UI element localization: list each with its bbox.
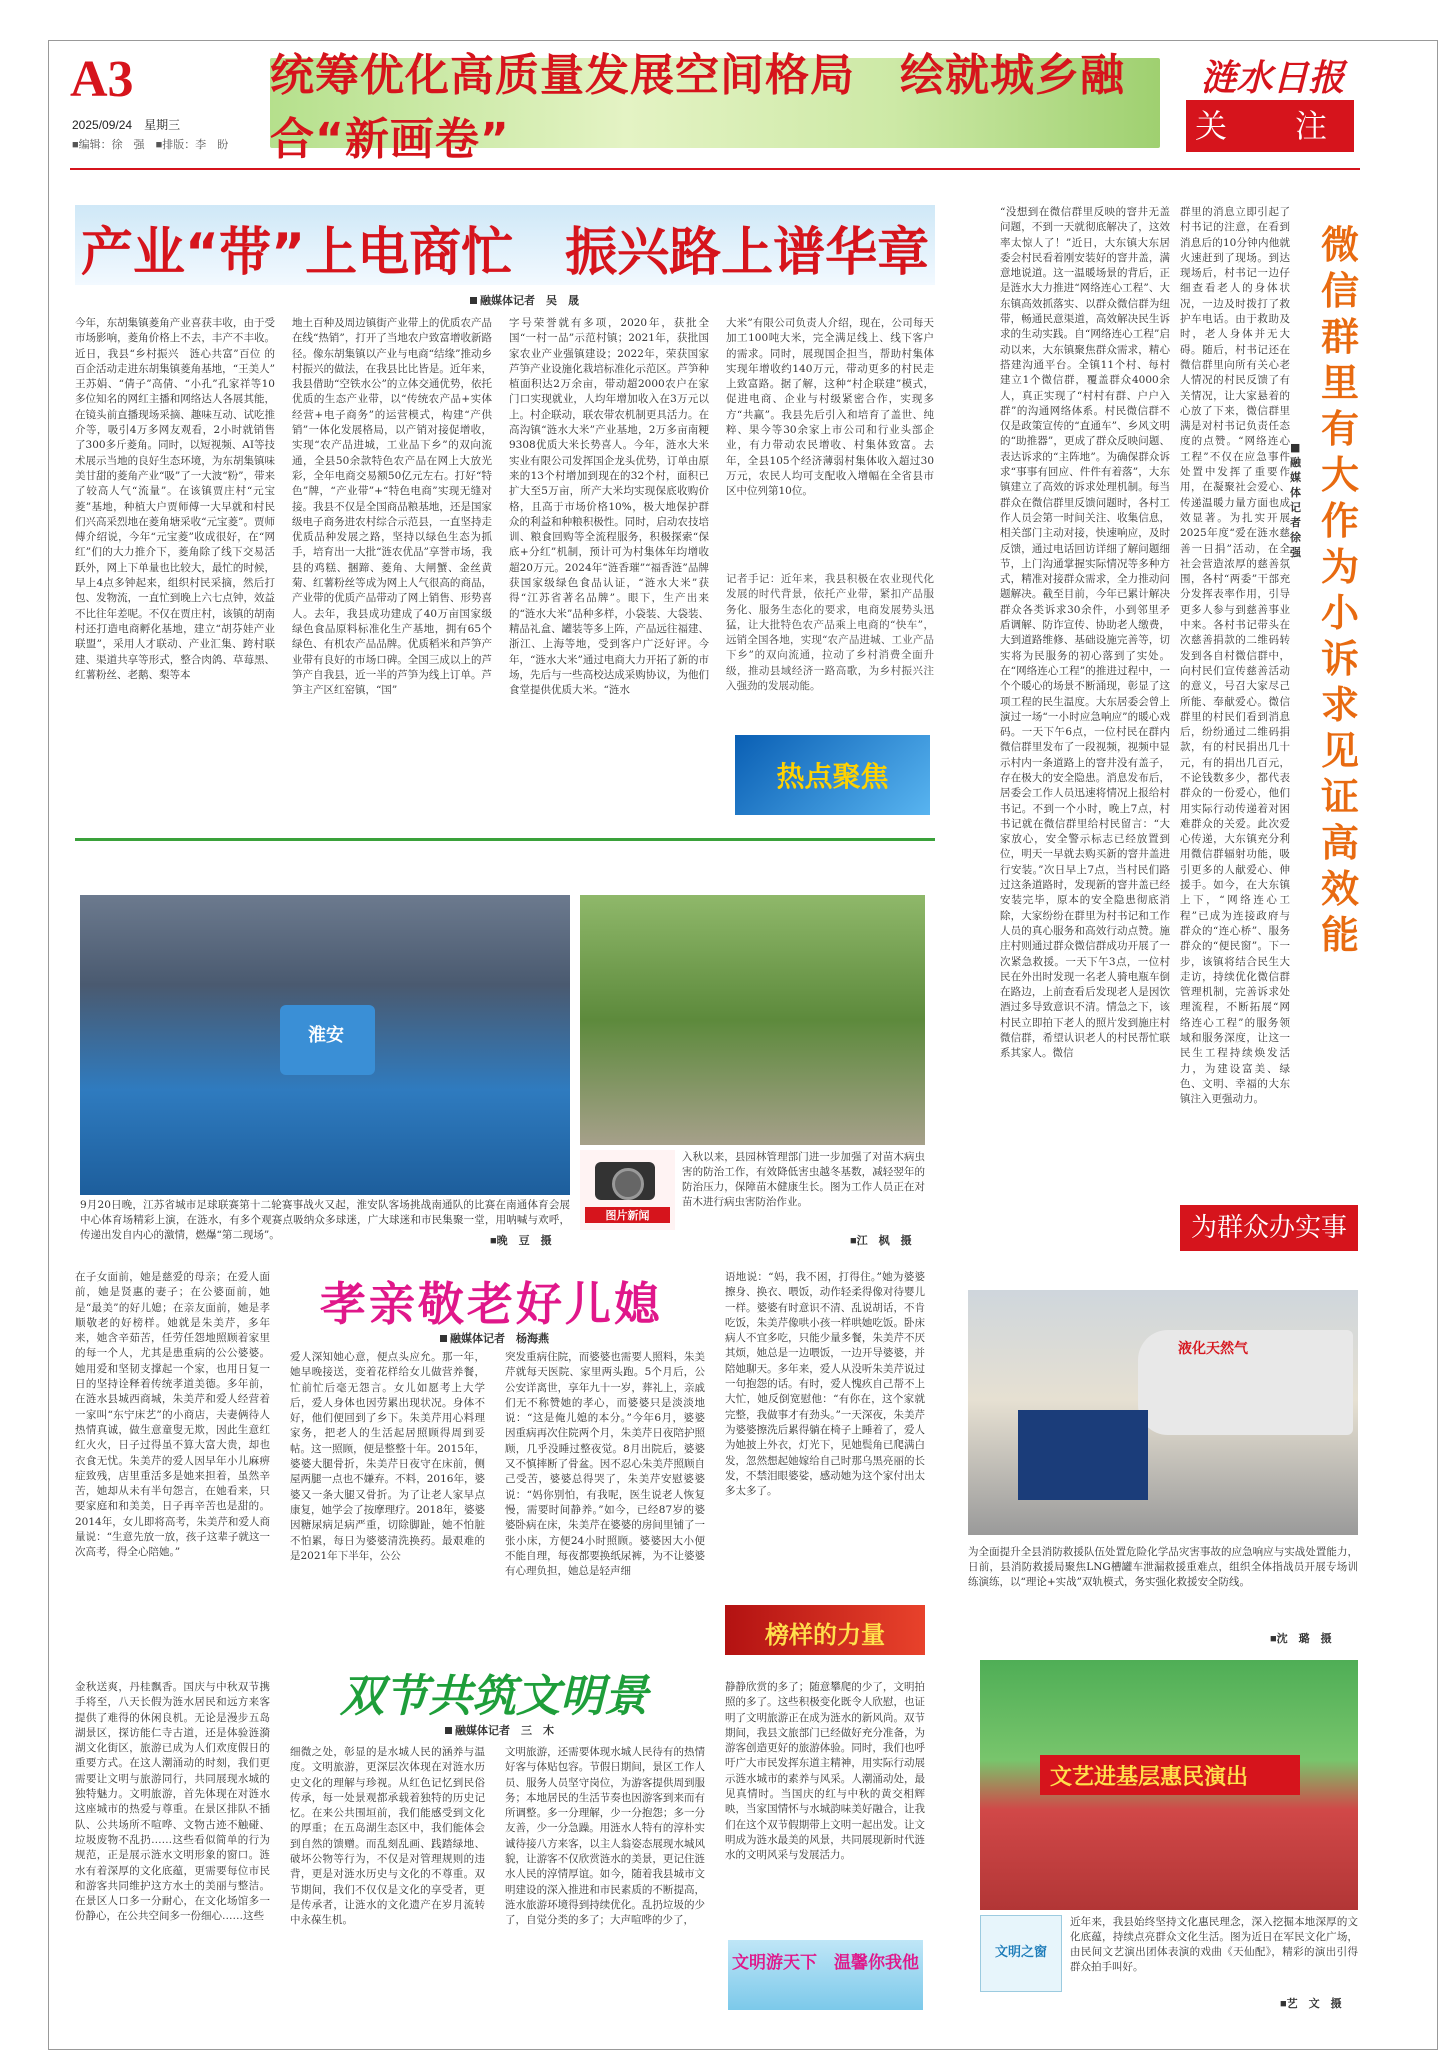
role-model-tag: 榜样的力量	[725, 1605, 925, 1655]
article1-column-4: 大米”有限公司负责人介绍，现在，公司每天加工100吨大米，完全满足线上、线下客户的需求。同时，展现国企担当，帮助村集体实现年增收约140万元，带动更多的村民走上致富路。据了解，这种“村企联建”模式，促进电商、企业与村级紧密合作，实现多方“共赢”。我县先后引入和培育了盖世、纯粹、果今等30余家上市公司和行业头部企业，有力带动农民增收、村集体致富。去年，全县105个经济薄弱村集体收入超过30万元，农民人均可支配收入增幅在全省县市区中位列第10位。	[726, 317, 934, 498]
article1-column-2: 地土百种及周边镇街产业带上的优质农产品在线“热销”，打开了当地农户致富增收新路径。像东胡集镇以产业与电商“结缘”推动乡村振兴的做法，在我县比比皆是。近年来，我县借助“空铁水公”的立体交通优势，依托优质的生态产业带，以“传统农产品+实体经营+电子商务”的运营模式，构建“产供销”一体化发展格局，以产销对接促增收，实现“农产品进城，工业品下乡”的双向流通，全县50余款特色农产品在网上大放光彩，全年电商交易额50亿元左右。打好“特色”牌，“产业带”+“特色电商”实现无缝对接。我县不仅是全国商品粮基地，还是国家级电子商务进农村综合示范县，一直坚持走优质品种发展之路，坚持以绿色生态为抓手，培育出一大批“涟农优品”享誉市场，我县的鸡糕、捆蹄、菱角、大闸蟹、金丝黄菊、红薯粉丝等成为网上人气很高的商品，产业带的优质产品带动了网上销售、形势喜人。去年，我县成功建成了40万亩国家级绿色食品原料标准化生产基地，拥有65个绿色、有机农产品品牌。优质稻米和芦笋产业带有良好的市场口碑。全国三成以上的芦笋产自我县，近一半的芦笋为线上订单。芦笋主产区红窑镇，“国”	[292, 317, 492, 697]
article1-title: 产业“带”上电商忙 振兴路上谱华章	[80, 223, 930, 283]
opera-photo	[980, 1660, 1358, 1910]
tanker-sign: 液化天然气	[1178, 1341, 1248, 1357]
article2-column-2a: 群里的消息立即引起了村书记的注意，在看到消息后的10分钟内他就火速赶到了现场。到达现场后，村书记一边仔细查看老人的身体状况，一边及时拨打了救护车电话。由于救助及时，老人身体并无大碍。随后，村书记还在微信群里向所有关心老人情况的村民反馈了有关情况，让大家悬着的心放了下来，微信群里满是对村书记负责任态度的点赞。“网络连心工程”不仅在应急事件处置中发挥了重要作用，在凝聚社会爱心、传递温暖力量方面也成效显著。为扎实开展2025年度“爱在涟水慈善一日捐”活动，在全社会营造浓厚的慈善氛围，各村“两委”干部充分发挥表率作用，引导更多人参与到慈善事业中来。各村书记带头在次慈善捐款的二维码转发到各自村微信群中，向村民们宣传慈善活动的意义，号召大家尽己所能、奉献爱心。微信群里的村民们看到消息后，纷纷通过二维码捐款，有的村民捐出几十元，有的捐出几百元，不论钱数多少，都代表群众的一份爱心，他们用实际行动传递着对困难群众的关爱。此次爱心传递，大东镇充分利用微信群辐射功能，吸引更多的人献爱心、伸援手。如今，在大东镇上下，“网络连心工程”已成为连接政府与群众的“连心桥”、服务群众的“便民窗”。下一步，该镇将结合民生大走访，持续优化微信群管理机制，完善诉求处理流程，不断拓展“网络连心工程”的服务领域和服务深度，让这一民生工程持续焕发活力，为建设富美、绿色、文明、幸福的大东镇注入更强动力。	[1180, 206, 1290, 1106]
issue-date: 2025/09/24 星期三	[72, 118, 181, 132]
editor-line: ■编辑：徐 强 ■排版：李 盼	[72, 139, 229, 151]
photo3-credit: ■沈 璐 摄	[1270, 1633, 1332, 1645]
fire-rescue-photo	[968, 1290, 1358, 1535]
article4-column-1: 金秋送爽，丹桂飘香。国庆与中秋双节携手将至，八天长假为涟水居民和远方来客提供了难得的休闲良机。无论是漫步五岛湖景区，探访能仁寺古道，还是体验涟漪湖文化街区，旅游已成为人们欢度假日的重要方式。在这人潮涌动的时刻，我们更需要让文明与旅游同行，共同展现水城的独特魅力。文明旅游，首先体现在对涟水这座城市的热爱与尊重。在景区排队不插队、公共场所不喧哗、文物古迹不触碰、垃圾废物不乱扔……这些看似简单的行为规范，正是展示涟水文明形象的窗口。涟水有着深厚的文化底蕴，更需要每位市民和游客共同维护这方水土的美丽与整洁。在景区人口多一分耐心，在文化场馆多一份静心，在公共空间多一份细心……这些	[75, 1681, 270, 1923]
page-number: A3	[70, 51, 134, 108]
fans-photo	[80, 895, 570, 1195]
article1-byline: 融媒体记者 吴 晟	[470, 292, 579, 308]
section-label: 关 注	[1186, 100, 1354, 152]
article3-column-1: 在子女面前，她是慈爱的母亲；在爱人面前，她是贤惠的妻子；在公婆面前，她是“最美”的好儿媳；在亲友面前，她是孝顺敬老的好榜样。她就是朱美芹，多年来，她含辛茹苦，任劳任怨地照顾着家里的每一个人，尤其是患重病的公公婆婆。她用爱和坚韧支撑起一个家，也用日复一日的坚持诠释着传统孝道美德。多年前，在涟水县城西商城，朱美芹和爱人经营着一家叫“东宁床艺”的小商店，夫妻俩待人热情真诚，做生意童叟无欺，因此生意红红火火，日子过得虽不算大富大贵，却也衣食无忧。朱美芹的爱人因早年小儿麻痹症致残，店里重活多是她来担着，虽然辛苦，她却从未有半句怨言，在她看来，只要家庭和和美美，日子再辛苦也是甜的。2014年，女儿即将高考，朱美芹和爱人商量说：“生意先放一放，孩子这辈子就这一次高考，得全心陪她。”	[75, 1271, 270, 1559]
article3-byline: 融媒体记者 杨海燕	[440, 1330, 549, 1346]
photo4-caption: 近年来，我县始终坚持文化惠民理念，深入挖掘本地深厚的文化底蕴，持续点亮群众文化生活。图为近日在军民文化广场，由民间文艺演出团体表演的戏曲《天仙配》，精彩的演出引得群众拍手叫好。	[1070, 1916, 1358, 1973]
hotspot-graphic: 热点聚焦	[735, 735, 930, 815]
photo4-credit: ■艺 文 摄	[1280, 1998, 1342, 2010]
article4-title: 双节共筑文明景	[340, 1671, 648, 1722]
article1-column-3: 字号荣誉就有多项，2020年，获批全国“一村一品”示范村镇；2021年，获批国家农业产业强镇建设；2022年，荣获国家芦笋产业设施化栽培标准化示范区。芦笋种植面积达2万余亩，带动超2000农户在家门口实现就业，人均年增加收入在3万元以上。村企联动，联农带农机制更具活力。在高沟镇“涟水大米”产业基地，2万多亩南粳9308优质大米长势喜人。今年，涟水大米实业有限公司发挥国企龙头优势，订单由原来的13个村增加到现在的32个村，面积已扩大至5万亩，所产大米均实现保底收购价格，且高于市场价格10%，极大地保护群众的利益和种粮积极性。同时，启动农技培训、粮食回购等全流程服务，积极探索“保底+分红”机制，预计可为村集体年均增收超20万元。2024年“涟香璀”“福香涟”品牌获国家级绿色食品认证，“涟水大米”获得“江苏省著名品牌”。眼下，生产出来的“涟水大米”品种多样，小袋装、大袋装、精品礼盒、罐装等多上阵，产品远往福建、浙江、上海等地，受到客户广泛好评。今年，“涟水大米”通过电商大力开拓了新的市场，先后与一些高校达成采购协议，为他们食堂提供优质大米。“涟水	[509, 317, 709, 697]
article1-column-1: 今年，东胡集镇菱角产业喜获丰收，由于受市场影响，菱角价格上不去，丰产不丰收。近日，我县“乡村振兴 涟心共富”百位 的百企活动走进东胡集镇菱角基地，“王美人” 王苏娟、“倩子”高倩、“小孔”孔家祥等10多位知名的网红主播和网络达人各展其能，在镜头前直播现场采摘、趣味互动、试吃推介等，吸引4万多网友观看，2小时就销售了300多斤菱角。同时，以短视频、AI等技术展示当地的良好生态环境，为东胡集镇味美甘甜的菱角产业“吸”了一大波“粉”，带来了较高人气“流量”。在该镇贾庄村“元宝菱”基地，种植大户贾师傅一大早就和村民们兴高采烈地在菱角塘采收“元宝菱”。贾师傅介绍说，今年“元宝菱”收成很好，在“网红”们的大力推介下，菱角除了线下交易活跃外，网上下单量也比较大，最忙的时候，早上4点多钟起来，组织村民采摘，然后打包、发物流，一直忙到晚上六七点钟，效益不比往年差呢。不仅在贾庄村，该镇的胡南村还打造电商孵化基地，建立“胡芬娃产业联盟”，采用人才联动、产业汇集、跨村联建、渠道共享等形式，整合肉鸽、草莓黑、红薯粉丝、老鹅、梨等本	[75, 317, 275, 681]
photo1-caption: 9月20日晚，江苏省城市足球联赛第十二轮赛事战火又起，淮安队客场挑战南通队的比赛在南通体育会展中心体育场精彩上演，在涟水，有多个观赛点吸纳众多球迷，广大球迷和市民集聚一堂，用呐喊与欢呼，传递出发自内心的激情，燃爆“第二现场”。	[80, 1199, 570, 1241]
photo1-credit: ■晚 豆 摄	[490, 1235, 552, 1247]
serve-people-label: 为群众办实事	[1180, 1205, 1358, 1251]
article1-note: 记者手记：近年来，我县积极在农业现代化发展的时代背景，依托产业带，紧扣产品服务化、服务生态化的要求，电商发展势头迅猛，让大批特色农产品乘上电商的“快车”，远销全国各地，实现“农产品进城、工业产品下乡”的双向流通，拉动了乡村消费全面升级，推动县域经济一路高歌，为乡村振兴注入强劲的发展动能。	[726, 573, 934, 693]
article4-column-3: 文明旅游，还需要体现水城人民待有的热情好客与体贴包容。节假日期间，景区工作人员、服务人员坚守岗位，为游客提供周到服务；本地居民的生活节奏也因游客到来而有所调整。多一分理解，少一分抱怨；多一分友善，少一分急躁。用涟水人特有的淳朴实诚待接八方来客，以主人翁姿态展现水城风貌，让游客不仅欣赏涟水的美景，更记住涟水人民的淳情厚谊。如今，随着我县城市文明建设的深入推进和市民素质的不断提高，涟水旅游环境得到持续优化。乱扔垃圾的少了，自觉分类的多了；大声喧哗的少了，	[505, 1746, 705, 1927]
article4-column-4: 静静欣赏的多了；随意攀爬的少了，文明拍照的多了。这些积极变化既令人欣慰，也证明了文明旅游正在成为涟水的新风尚。双节期间，我县文旅部门已经做好充分准备，为游客创造更好的旅游体验。同时，我们也呼吁广大市民发挥东道主精神，用实际行动展示涟水城市的素养与风采。人潮涌动处，最见真情时。当国庆的红与中秋的黄交相辉映，当家国情怀与水城韵味美好融合，让我们在这个双节假期带上文明一起出发。让文明成为涟水最美的风景，共同展现新时代涟水的文明风采与发展活力。	[725, 1681, 925, 1862]
article3-column-2: 爱人深知她心意，便点头应允。那一年，她早晚接送，变着花样给女儿做营养餐，忙前忙后毫无怨言。女儿如愿考上大学后，爱人身体也因劳累出现状况。身体不好，他们便回到了乡下。朱美芹用心料理家务，把老人的生活起居照顾得周到妥帖。这一照顾，便是整整十年。2015年，婆婆大腿骨折，朱美芹日夜守在床前，侧屋两腿一点也不嫌弃。不料，2016年，婆婆又一条大腿又骨折。为了让老人家早点康复，她学会了按摩理疗。2018年，婆婆因糖尿病足病严重，切除脚趾，她不怕脏不怕累，每日为婆婆清洗换药。最艰难的是2021年下半年，公公	[290, 1351, 485, 1562]
camera-icon: 图片新闻	[580, 1150, 675, 1230]
article3-title: 孝亲敬老好儿媳	[320, 1277, 663, 1331]
article2-vertical-byline: ■融媒体记者 徐 强	[1290, 441, 1312, 559]
newspaper-logo: 涟水日报	[1200, 57, 1345, 99]
photo2-caption: 入秋以来，县园林管理部门进一步加强了对苗木病虫害的防治工作，有效降低害虫越冬基数，减轻翌年的防治压力，保障苗木健康生长。图为工作人员正在对苗木进行病虫害防治作业。	[682, 1151, 925, 1208]
article3-column-4: 语地说：“妈，我不困，打得住。”她为婆婆擦身、换衣、喂饭，动作轻柔得像对待婴儿一样。婆婆有时意识不清、乱说胡话，不肯吃饭，朱美芹像哄小孩一样哄她吃饭。卧床病人不宜多吃，只能少量多餐，朱美芹不厌其烦，她总是一边喂饭，一边开导婆婆，并陪她聊天。多年来，爱人从没听朱美芹说过一句抱怨的话。有时，爱人愧疚自己帮不上大忙，她反倒宽慰他：“有你在，这个家就完整，我做事才有劲头。”一天深夜，朱美芹为婆婆擦洗后累得躺在椅子上睡着了，爱人为她披上外衣，灯光下，见她鬓角已爬满白发，忽然想起她嫁给自己时那乌黑亮丽的长发，不禁泪眼婆娑，感动她为这个家付出太多太多了。	[725, 1271, 925, 1498]
article2-column-1: “没想到在微信群里反映的窨井无盖问题，不到一天就彻底解决了，这效率太惊人了！”近日，大东镇大东居委会村民看着刚安装好的窨井盖，满意地说道。这一温暖场景的背后，正是涟水大力推进“网络连心工程”、大东镇高效抓落实、以群众微信群为纽带，畅通民意渠道，高效解决民生诉求的生动实践。自“网络连心工程”启动以来，大东镇聚焦群众需求，精心搭建沟通平台。全镇11个村、每村建立1个微信群，覆盖群众4000余人，真正实现了“村村有群、户户入群”的沟通网络体系。村民微信群不仅是政策宣传的“直通车”、乡风文明的“助推器”，更成了群众反映问题、表达诉求的“主阵地”。为确保群众诉求“事事有回应、件件有着落”，大东镇建立了高效的诉求处理机制。每当群众在微信群里反馈问题时，各村工作人员会第一时间关注、收集信息，相关部门主动对接，快速响应，及时反馈，通过电话回访详细了解问题细节，上门沟通掌握实际情况等多种方式，精准对接群众需求，全力推动问题解决。截至目前，今年已累计解决群众各类诉求30余件，小到邻里矛盾调解、防诈宣传、协助老人缴费，大到道路维修、基础设施完善等，切实将为民服务的初心落到了实处。在“网络连心工程”的推进过程中，一个个暖心的场景不断涌现，彰显了这项工程的民生温度。大东居委会曾上演过一场“一小时应急响应”的暖心戏码。一天下午6点，一位村民在群内微信群里发布了一段视频，视频中显示村内一条道路上的窨井没有盖子，存在极大的安全隐患。消息发布后，居委会工作人员迅速将情况上报给村书记。不到一个小时，晚上7点，村书记就在微信群里给村民留言：“大家放心，安全警示标志已经放置到位，明天一早就去购买新的窨井盖进行安装。”次日早上7点，当村民们路过这条道路时，发现新的窨井盖已经安装完毕，原本的安全隐患彻底消除，大家纷纷在群里为村书记和工作人员的真心服务和高效行动点赞。施庄村则通过群众微信群成功开展了一次紧急救援。一天下午3点，一位村民在外出时发现一名老人骑电瓶车倒在路边，上前查看后发现老人是因饮酒过多导致意识不清。情急之下，该村民立即拍下老人的照片发到施庄村微信群，希望认识老人的村民帮忙联系其家人。微信	[1000, 206, 1170, 1060]
article4-byline: 融媒体记者 三 木	[445, 1722, 554, 1738]
article4-column-2: 细微之处，彰显的是水城人民的涵养与温度。文明旅游，更深层次体现在对涟水历史文化的理解与珍视。从红色记忆到民俗传承，每一处景观都承载着独特的历史记忆。在来公共围垣前，我们能感受到文化的厚重；在五岛湖生态区中，我们能体会到自然的馈赠。而乱刻乱画、践踏绿地、破坏公物等行为，不仅是对管理规则的违背，更是对涟水历史与文化的不尊重。双节期间，我们不仅仅是文化的享受者，更是传承者，让涟水的文化遗产在岁月流转中永葆生机。	[290, 1746, 485, 1927]
top-banner: 统筹优化高质量发展空间格局 绘就城乡融合“新画卷”	[270, 58, 1160, 148]
stage-banner-text: 文艺进基层惠民演出	[1050, 1764, 1249, 1790]
photo2-credit: ■江 枫 摄	[850, 1235, 912, 1247]
article1-bottom-rule	[75, 838, 935, 841]
civilization-window-badge: 文明之窗	[980, 1915, 1062, 1992]
jersey-text: 淮安	[308, 1025, 344, 1046]
article2-vertical-title: 微信群里有大作为 小诉求见证高效能	[1320, 222, 1398, 957]
firefighters	[1018, 1410, 1148, 1500]
tree-care-photo	[580, 895, 925, 1145]
civilized-travel-tag: 文明游天下 温馨你我他	[728, 1940, 923, 2010]
photo3-caption: 为全面提升全县消防救援队伍处置危险化学品灾害事故的应急响应与实战处置能力，日前，县消防救援局聚焦LNG槽罐车泄漏救援重难点，组织全体指战员开展专场训练演练，以“理论+实战”双轨模式，务实强化救援安全防线。	[968, 1546, 1358, 1588]
article3-column-3: 突发重病住院，而婆婆也需要人照料，朱美芹就每天医院、家里两头跑。5个月后，公公安详离世，享年九十一岁，葬礼上，亲戚们无不称赞她的孝心，而婆婆只是淡淡地说：“这是俺儿媳的本分。”今年6月，婆婆因重病再次住院两个月，朱美芹日夜陪护照顾，几乎没睡过整夜觉。8月出院后，婆婆又不慎摔断了骨盆。因不忍心朱美芹照顾自己受苦，婆婆总得哭了，朱美芹安慰婆婆说：“妈你别怕，有我呢，医生说老人恢复慢，需要时间静养。”如今，已经87岁的婆婆卧病在床，朱美芹在婆婆的房间里铺了一张小床，方便24小时照顾。婆婆因大小便不能自理，每夜都要换纸尿裤，为不让婆婆有心理负担，她总是轻声细	[505, 1351, 705, 1578]
header-divider	[70, 168, 1360, 170]
